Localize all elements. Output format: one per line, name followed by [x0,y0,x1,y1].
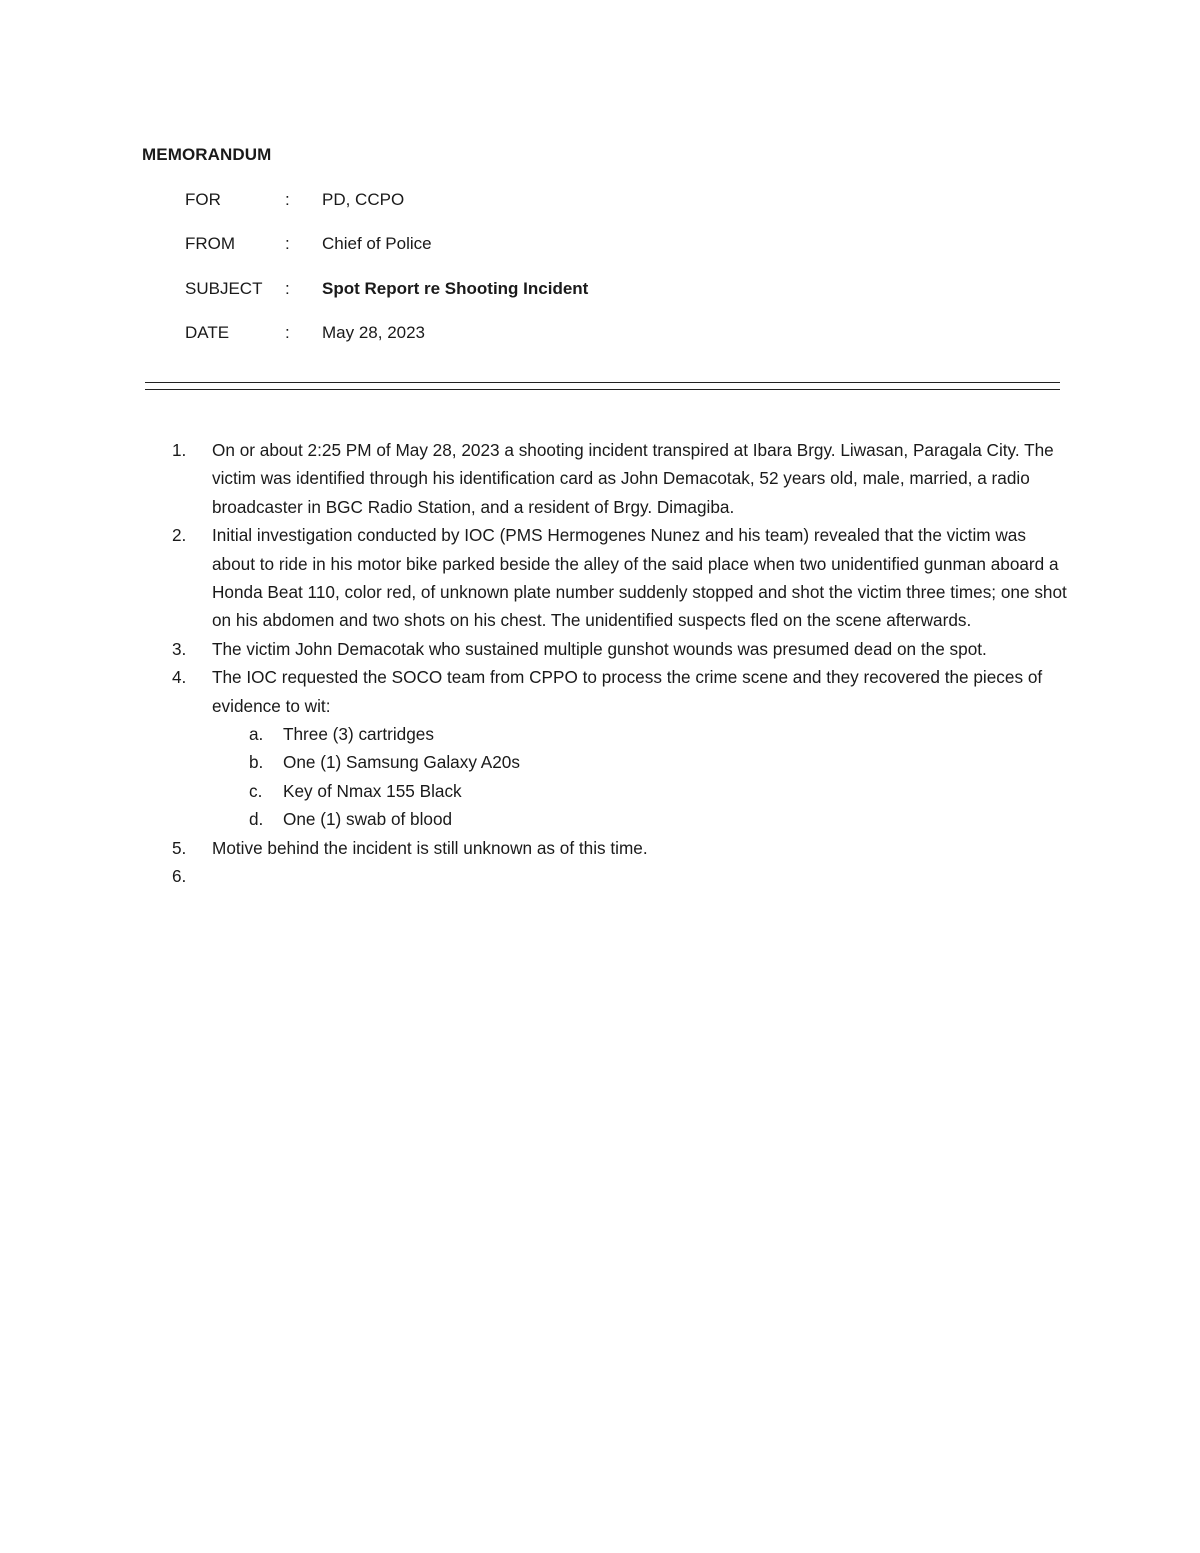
item-number: 2. [172,525,187,546]
evidence-item [249,805,1072,833]
subject-value: Spot Report re Shooting Incident [322,279,589,298]
for-label: FOR [185,190,221,209]
item-text: Initial investigation conducted by IOC (PMS Hermogenes Nunez and his team) revealed that the victim was about to ride in his motor bike parked beside the alley of the said place when two unidentified gunman aboard a Honda Beat 110, color red, of unknown plate number suddenly stopped and shot the victim three times; one shot on his abdomen and two shots on his chest. The unidentified suspects fled on the scene afterwards. [212,525,1067,631]
item-text: Motive behind the incident is still unknown as of this time. [212,837,648,858]
item-number: 4. [172,667,187,688]
evidence-item [249,777,1072,805]
evidence-letter: d. [249,809,264,830]
list-item [172,521,1072,635]
evidence-item [249,720,1072,748]
subject-colon: : [285,279,290,298]
evidence-list [212,720,1072,834]
evidence-text: One (1) Samsung Galaxy A20s [283,752,520,773]
item-number: 6. [172,866,187,887]
item-number: 1. [172,440,187,460]
evidence-letter: b. [249,752,264,773]
list-item [172,834,1072,862]
for-colon: : [285,190,290,209]
header-subject-row [185,277,885,301]
evidence-letter: c. [249,780,263,801]
date-label: DATE [185,323,230,342]
list-item [172,663,1072,833]
evidence-text: Three (3) cartridges [283,724,434,745]
evidence-item [249,748,1072,776]
report-list [172,436,1072,887]
list-item [172,436,1072,521]
date-value: May 28, 2023 [322,323,426,342]
item-number: 3. [172,638,187,659]
header-divider-bottom [145,389,1060,390]
evidence-text: One (1) swab of blood [283,809,453,830]
for-value: PD, CCPO [322,190,405,209]
item-text: The victim John Demacotak who sustained multiple gunshot wounds was presumed dead on the spot. [212,638,987,659]
item-text: On or about 2:25 PM of May 28, 2023 a shooting incident transpired at Ibara Brgy. Liwasan, Paragala City. The victim was identified through his identification card as John Demacotak, 52 years old, male, married, a radio broadcaster in BGC Radio Station, and a resident of Brgy. Dimagiba. [212,440,1054,517]
header-date-row [185,321,885,345]
header-for-row [185,188,885,212]
from-value: Chief of Police [322,234,432,253]
header-divider-top [145,382,1060,383]
evidence-letter: a. [249,724,264,745]
memo-title: MEMORANDUM [142,145,272,164]
date-colon: : [285,323,290,342]
from-colon: : [285,234,290,253]
header-from-row [185,232,885,256]
item-text: The IOC requested the SOCO team from CPPO to process the crime scene and they recovered the pieces of evidence to wit: [212,667,1043,716]
list-item [172,635,1072,663]
subject-label: SUBJECT [185,279,263,298]
item-number: 5. [172,837,187,858]
from-label: FROM [185,234,236,253]
evidence-text: Key of Nmax 155 Black [283,780,462,801]
